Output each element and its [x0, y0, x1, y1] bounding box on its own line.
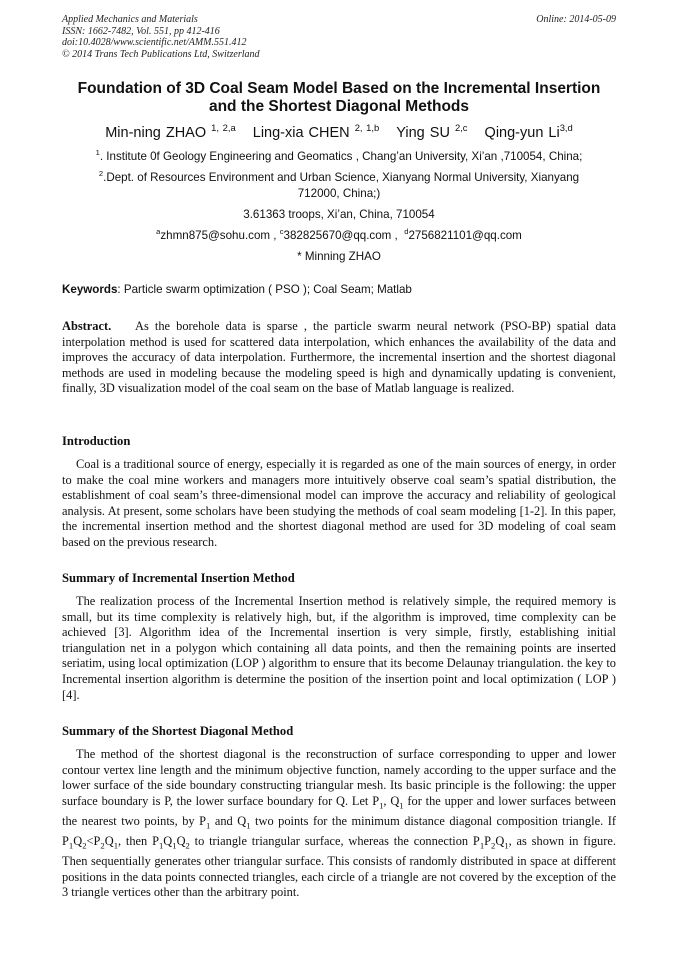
copyright-line: © 2014 Trans Tech Publications Ltd, Switzerland [62, 48, 260, 60]
running-header [62, 14, 616, 60]
issn-line: ISSN: 1662-7482, Vol. 551, pp 412-416 [62, 25, 220, 37]
doi-line: doi:10.4028/www.scientific.net/AMM.551.412 [62, 37, 247, 48]
abstract-text: As the borehole data is sparse , the particle swarm neural network (PSO-BP) spatial data interpolation method is used for scattered data interpolation, which enhances the availability of the data and improves the accuracy of data interpolation. Furthermore, the incremental insertion and the shortest diagonal methods are used in modeling because the modeling speed is high and dynamically updating is convenient, finally, 3D visualization model of the coal seam on the base of Matlab language is realized. [62, 319, 616, 396]
abstract-label: Abstract. [62, 319, 112, 333]
section-heading-incremental: Summary of Incremental Insertion Method [62, 571, 295, 585]
corresponding-author: * Minning ZHAO [297, 250, 381, 263]
keywords-label: Keywords [62, 283, 118, 296]
journal-name: Applied Mechanics and Materials [62, 14, 198, 25]
email-c[interactable]: 382825670@qq.com , [283, 229, 398, 242]
affiliation-1: $^1$. Institute 0f Geology Engineering and Geomatics , Chang’an University, Xi’an ,710054, China; [95, 148, 583, 163]
title-line-2: and the Shortest Diagonal Methods [208, 98, 470, 115]
math-symbol: $P_1P_2Q_1$ [472, 833, 509, 851]
math-symbol: $P_1$, $Q_1$ [372, 793, 404, 811]
abstract [62, 319, 616, 397]
title-line-1: Foundation of 3D Coal Seam Model Based on the Incremental Insertion [77, 80, 601, 97]
email-a[interactable]: zhmn875@sohu.com , [160, 229, 277, 242]
author-list [40, 124, 638, 142]
introduction-text: Coal is a traditional source of energy, especially it is regarded as one of the main sources of energy, in order to make the coal mine workers and managers more intuitively observe coal seam’s spatial distribution, the establishment of coal seam’s three-dimensional model can improve the accuracy and reliability of geological analysis. At present, some scholars have been studying the methods of coal seam modeling [1-2]. In this paper, the incremental insertion method and the shortest diagonal method are used for 3D modeling of coal seam based on the previous research. [62, 457, 616, 549]
keywords-text: : Particle swarm optimization ( PSO ); Coal Seam; Matlab [117, 283, 412, 296]
math-symbol: $P_1Q_2<P_2Q_1$ [62, 833, 119, 851]
incremental-text: The realization process of the Incremental Insertion method is relatively simple, the required memory is small, but its time complexity is relatively high, but, if the algorithm is improved, time complexity can be achieved [3]. Algorithm idea of the Incremental insertion is very simple, firstly, establishing initial triangulation net in a polygon which containing all data points, and then the remaining points are inserted seriatim, using local optimization (LOP ) algorithm to ensure that its become Delaunay triangulation. the key to Incremental insertion algorithm is determine the position of the insertion point and local optimization ( LOP ) [4]. [62, 594, 616, 702]
affiliation-2: $^2$.Dept. of Resources Environment and Urban Science, Xianyang Normal University, Xianyang 712000, China;) [98, 169, 580, 200]
section-heading-shortest-diagonal: Summary of the Shortest Diagonal Method [62, 724, 294, 738]
math-symbol: $P_1$ and $Q_1$ [199, 813, 251, 831]
online-date: Online: 2014-05-09 [536, 14, 616, 25]
author: Min-ning ZHAO $^{1, 2,a}$ [105, 122, 236, 141]
author: Ling-xia CHEN $^{2, 1,b}$ [252, 122, 380, 141]
author: Ying SU $^{2,c}$ [396, 122, 468, 141]
shortest-diagonal-text: The method of the shortest diagonal is the reconstruction of surface corresponding to upper and lower contour vertex line length and the minimum objective function, namely according to the upper surface and the lower surface of the side boundary constructing triangular mesh. Its basic principle is the following: the upper surface boundary is P, the lower surface boundary for Q. Let $P_1$, $Q_1$ for the upper and lower surfaces between the nearest two points, by $P_1$ and $Q_1$ two points for the minimum distance diagonal composition triangle. If $P_1Q_2<P_2Q_1$, then $P_1Q_1Q_2$ to triangle triangular surface, whereas the connection $P_1P_2Q_1$, as shown in figure. Then sequentially generates other triangular surface. This consists of randomly distributed in space at different positions in the data points connected triangles, each circle of a triangle are not covered by the exception of the 3 triangle vertices other than the arbitrary point. [62, 747, 616, 900]
author: Qing-yun Li$^{3,d}$ [484, 122, 573, 141]
paper-title [40, 80, 638, 116]
email-line: $^a$zhmn875@sohu.com , $^c$382825670@qq.com , $^d$2756821101@qq.com [156, 227, 522, 242]
affiliation-3: 3.61363 troops, Xi’an, China, 710054 [243, 208, 435, 221]
section-heading-introduction: Introduction [62, 434, 131, 448]
math-symbol: $P_1Q_1Q_2$ [152, 833, 190, 851]
email-d[interactable]: 2756821101@qq.com [408, 229, 522, 242]
keywords [62, 283, 616, 296]
